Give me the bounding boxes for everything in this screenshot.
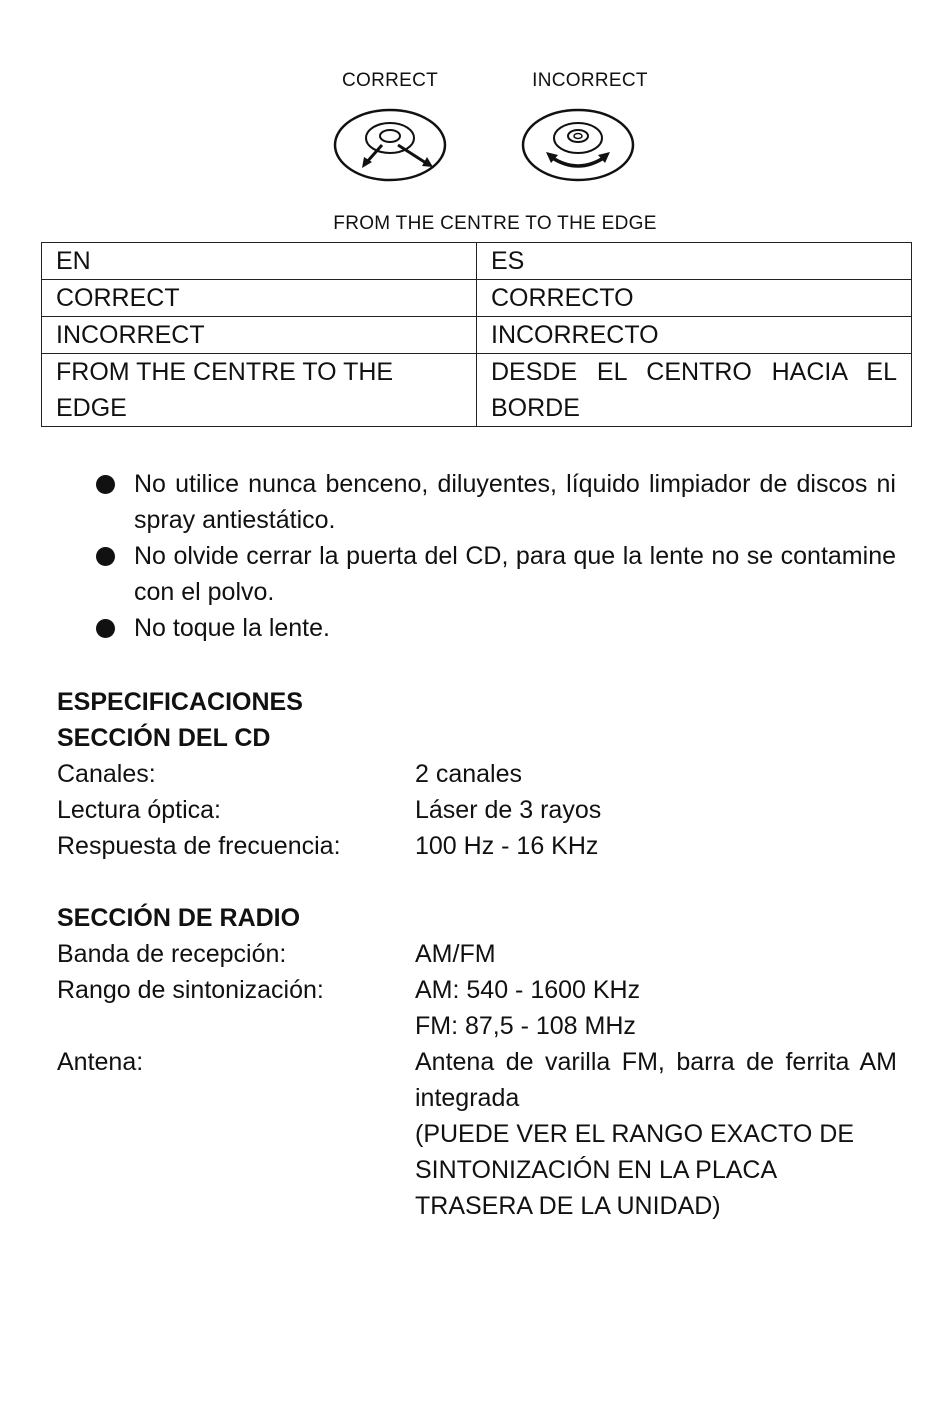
table-row (42, 243, 912, 280)
spec-row (57, 1044, 897, 1224)
list-item (94, 610, 896, 646)
spec-row (57, 792, 897, 828)
table-cell-es: CORRECTO (477, 280, 912, 317)
care-instructions-list (94, 466, 896, 646)
spec-key: Canales: (57, 760, 156, 788)
range-fm: FM: 87,5 - 108 MHz (415, 1012, 636, 1040)
spec-value (415, 1044, 897, 1224)
radio-section-heading: SECCIÓN DE RADIO (57, 904, 301, 932)
table-cell-en: CORRECT (42, 280, 477, 317)
spec-row (57, 936, 897, 972)
table-row (42, 354, 912, 427)
disc-cleaning-figure (300, 60, 680, 245)
table-row (42, 317, 912, 354)
range-am: AM: 540 - 1600 KHz (415, 976, 641, 1004)
antenna-note: (PUEDE VER EL RANGO EXACTO DE SINTONIZACIÓN EN LA PLACA TRASERA DE LA UNIDAD) (415, 1120, 854, 1220)
label-correct: CORRECT (341, 70, 439, 91)
spec-value: 100 Hz - 16 KHz (415, 832, 599, 860)
table-cell-es: ES (477, 243, 912, 280)
bullet-icon (96, 475, 115, 494)
figure-caption: FROM THE CENTRE TO THE EDGE (333, 213, 657, 234)
bullet-icon (96, 547, 115, 566)
spec-key: Lectura óptica: (57, 796, 221, 824)
disc-cleaning-correct-icon (330, 105, 450, 185)
table-cell-es: DESDE EL CENTRO HACIA EL BORDE (477, 354, 912, 427)
table-row (42, 280, 912, 317)
spec-row (57, 756, 897, 792)
spec-key: Rango de sintonización: (57, 976, 324, 1004)
table-cell-en: INCORRECT (42, 317, 477, 354)
list-item (94, 538, 896, 610)
cd-section-heading: SECCIÓN DEL CD (57, 724, 271, 752)
translation-table (41, 242, 912, 427)
spec-row (57, 972, 897, 1044)
spec-value: 2 canales (415, 760, 523, 788)
list-item (94, 466, 896, 538)
spec-value: AM/FM (415, 940, 496, 968)
spec-value: Láser de 3 rayos (415, 796, 602, 824)
bullet-icon (96, 619, 115, 638)
antenna-value: Antena de varilla FM, barra de ferrita AM integrada (415, 1048, 897, 1112)
label-incorrect: INCORRECT (532, 70, 648, 91)
table-cell-en: EN (42, 243, 477, 280)
disc-cleaning-incorrect-icon (518, 105, 638, 185)
spec-key: Respuesta de frecuencia: (57, 832, 341, 860)
list-item-text: No utilice nunca benceno, diluyentes, líquido limpiador de discos ni spray antiestático. (134, 470, 896, 534)
spec-value (415, 972, 897, 1044)
spec-key: Antena: (57, 1048, 144, 1076)
specs-title: ESPECIFICACIONES (57, 688, 303, 716)
spec-key: Banda de recepción: (57, 940, 287, 968)
specifications (57, 684, 897, 1224)
list-item-text: No toque la lente. (134, 614, 330, 642)
spec-row (57, 828, 897, 864)
table-cell-en: FROM THE CENTRE TO THE EDGE (42, 354, 477, 427)
list-item-text: No olvide cerrar la puerta del CD, para que la lente no se contamine con el polvo. (134, 542, 896, 606)
table-cell-es: INCORRECTO (477, 317, 912, 354)
